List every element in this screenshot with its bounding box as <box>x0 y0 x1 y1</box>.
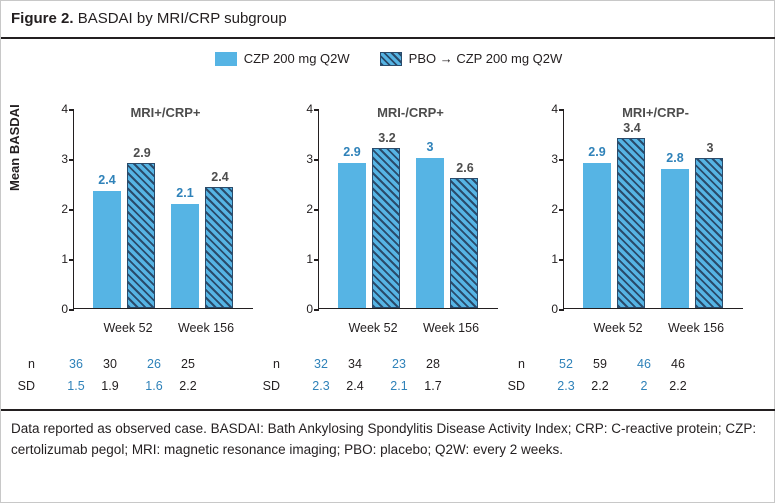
legend-item-czp <box>215 51 350 66</box>
bar-value-pbo-week156: 2.6 <box>456 161 474 175</box>
bar-czp-week52 <box>583 145 611 308</box>
bar-czp-week156 <box>171 186 199 308</box>
y-tick-1: 1 <box>61 252 68 266</box>
stats-label-sd: SD <box>507 379 525 393</box>
stat-n-czp-week52: 52 <box>559 357 573 371</box>
y-tick-0: 0 <box>306 302 313 316</box>
bar-czp-week156 <box>661 151 689 308</box>
stat-n-pbo-week156: 46 <box>671 357 685 371</box>
stats-row-n-panel2 <box>491 357 751 375</box>
stats-row-n-panel0 <box>1 357 261 375</box>
y-tickmark-0 <box>559 309 564 311</box>
stats-label-n: n <box>518 357 525 371</box>
stat-sd-pbo-week52: 2.2 <box>591 379 609 393</box>
legend-swatch-solid-icon <box>215 52 237 66</box>
stats-label-n: n <box>28 357 35 371</box>
stats-row-sd-panel1 <box>246 379 506 397</box>
bar-value-pbo-week156: 2.4 <box>211 170 229 184</box>
stat-n-czp-week52: 32 <box>314 357 328 371</box>
bar-pbo-week156 <box>205 170 233 308</box>
legend-label-pbo-czp: PBO → CZP 200 mg Q2W <box>408 51 563 66</box>
panel-title: MRI+/CRP+ <box>130 105 201 120</box>
y-tickmark-1 <box>69 259 74 261</box>
y-tick-2: 2 <box>306 202 313 216</box>
y-tickmark-0 <box>69 309 74 311</box>
bar-group-week52 <box>91 108 161 308</box>
title-divider <box>1 37 775 39</box>
bar-pbo-week52 <box>617 121 645 308</box>
chart-panel-mri-pos-crp-pos <box>31 101 261 341</box>
y-tickmark-2 <box>559 209 564 211</box>
y-tickmark-3 <box>69 159 74 161</box>
legend-item-pbo-czp <box>380 51 563 66</box>
y-tick-3: 3 <box>61 152 68 166</box>
x-category-week52: Week 52 <box>348 321 398 335</box>
bar-value-czp-week156: 3 <box>426 140 434 154</box>
chart-panel-mri-pos-crp-neg <box>521 101 751 341</box>
x-category-week156: Week 156 <box>422 321 480 335</box>
y-tickmark-4 <box>314 109 319 111</box>
stats-row-sd-panel2 <box>491 379 751 397</box>
stat-n-pbo-week52: 30 <box>103 357 117 371</box>
stat-n-czp-week52: 36 <box>69 357 83 371</box>
y-tickmark-3 <box>559 159 564 161</box>
stats-label-n: n <box>273 357 280 371</box>
y-tickmark-1 <box>559 259 564 261</box>
stat-sd-pbo-week156: 2.2 <box>669 379 687 393</box>
plot-area <box>306 102 498 335</box>
legend-label-czp: CZP 200 mg Q2W <box>243 51 350 66</box>
bar-czp-week52 <box>93 173 121 308</box>
bar-value-czp-week52: 2.4 <box>98 173 116 187</box>
stats-label-sd: SD <box>17 379 35 393</box>
bar-group-week52 <box>336 108 406 308</box>
x-category-week156: Week 156 <box>177 321 235 335</box>
legend-swatch-hatched-icon <box>380 52 402 66</box>
stat-sd-pbo-week156: 1.7 <box>424 379 442 393</box>
bar-value-pbo-week52: 3.4 <box>623 121 641 135</box>
bar-pbo-week156 <box>450 161 478 308</box>
stat-sd-pbo-week52: 2.4 <box>346 379 364 393</box>
stats-label-sd: SD <box>262 379 280 393</box>
y-tick-2: 2 <box>61 202 68 216</box>
stats-row-sd-panel0 <box>1 379 261 397</box>
figure-footnote: Data reported as observed case. BASDAI: Bath Ankylosing Spondylitis Disease Activity Index; CRP: C-reactive protein; CZP: certolizumab pegol; MRI: magnetic resonance imaging; PBO: placebo; Q2W: every 2 weeks. <box>11 421 757 457</box>
stat-sd-pbo-week156: 2.2 <box>179 379 197 393</box>
y-tick-2: 2 <box>551 202 558 216</box>
bar-value-pbo-week156: 3 <box>706 141 714 155</box>
y-tickmark-4 <box>69 109 74 111</box>
y-tickmark-1 <box>314 259 319 261</box>
bar-group-week156 <box>169 108 239 308</box>
y-tickmark-2 <box>314 209 319 211</box>
y-tick-3: 3 <box>551 152 558 166</box>
plot-area <box>61 102 253 335</box>
y-tick-4: 4 <box>61 102 68 116</box>
bar-value-czp-week156: 2.1 <box>176 186 194 200</box>
y-tick-4: 4 <box>306 102 313 116</box>
y-tick-3: 3 <box>306 152 313 166</box>
stat-n-pbo-week156: 25 <box>181 357 195 371</box>
stat-sd-czp-week156: 2.1 <box>390 379 408 393</box>
x-category-week156: Week 156 <box>667 321 725 335</box>
stat-n-pbo-week52: 34 <box>348 357 362 371</box>
footnote-divider <box>1 409 775 411</box>
bar-value-czp-week52: 2.9 <box>343 145 361 159</box>
plot-area <box>551 102 743 335</box>
bar-value-pbo-week52: 2.9 <box>133 146 151 160</box>
bar-group-week52 <box>581 108 651 308</box>
y-tickmark-0 <box>314 309 319 311</box>
stat-sd-pbo-week52: 1.9 <box>101 379 119 393</box>
y-tickmark-3 <box>314 159 319 161</box>
panel-title: MRI+/CRP- <box>622 105 689 120</box>
figure-number: Figure 2. <box>11 10 74 27</box>
x-category-week52: Week 52 <box>103 321 153 335</box>
stat-sd-czp-week52: 1.5 <box>67 379 85 393</box>
stat-sd-czp-week52: 2.3 <box>557 379 575 393</box>
stat-n-czp-week156: 26 <box>147 357 161 371</box>
y-tickmark-4 <box>559 109 564 111</box>
chart-panel-mri-neg-crp-pos <box>276 101 506 341</box>
stats-row-n-panel1 <box>246 357 506 375</box>
stat-n-pbo-week156: 28 <box>426 357 440 371</box>
stat-sd-czp-week156: 1.6 <box>145 379 163 393</box>
y-tick-0: 0 <box>61 302 68 316</box>
chart-legend <box>1 51 775 66</box>
stat-sd-czp-week52: 2.3 <box>312 379 330 393</box>
bar-group-week156 <box>414 108 484 308</box>
stat-n-czp-week156: 46 <box>637 357 651 371</box>
stat-n-pbo-week52: 59 <box>593 357 607 371</box>
bar-czp-week156 <box>416 140 444 308</box>
bar-group-week156 <box>659 108 729 308</box>
y-tick-1: 1 <box>306 252 313 266</box>
bar-value-czp-week156: 2.8 <box>666 151 684 165</box>
page-title <box>11 10 287 27</box>
bar-value-pbo-week52: 3.2 <box>378 131 396 145</box>
x-category-week52: Week 52 <box>593 321 643 335</box>
y-tick-1: 1 <box>551 252 558 266</box>
bar-pbo-week52 <box>127 146 155 308</box>
bar-pbo-week156 <box>695 141 723 308</box>
y-axis-label: Mean BASDAI <box>7 104 22 191</box>
panel-title: MRI-/CRP+ <box>377 105 444 120</box>
bar-pbo-week52 <box>372 131 400 308</box>
stat-sd-czp-week156: 2 <box>640 379 648 393</box>
bar-czp-week52 <box>338 145 366 308</box>
y-tick-4: 4 <box>551 102 558 116</box>
figure-title-text: BASDAI by MRI/CRP subgroup <box>77 10 287 27</box>
stat-n-czp-week156: 23 <box>392 357 406 371</box>
y-tick-0: 0 <box>551 302 558 316</box>
y-tickmark-2 <box>69 209 74 211</box>
bar-value-czp-week52: 2.9 <box>588 145 606 159</box>
